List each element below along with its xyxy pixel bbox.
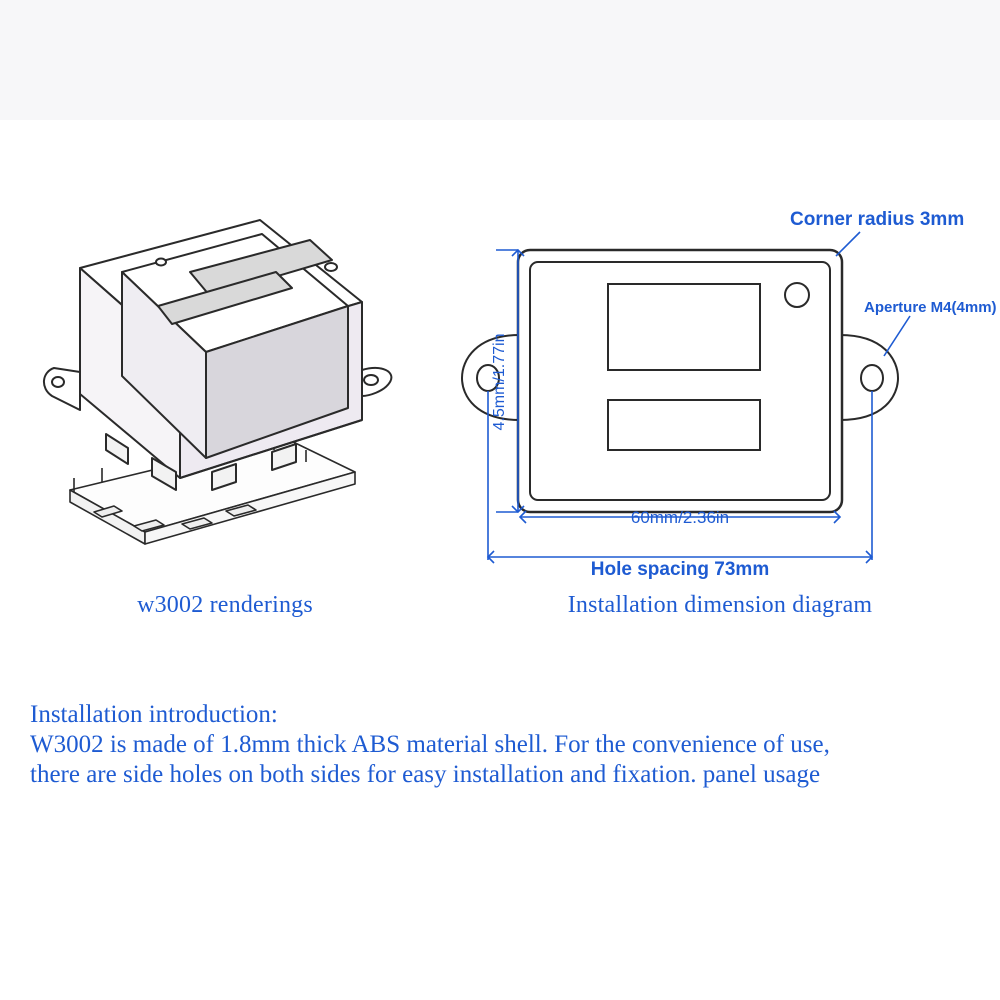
aperture-leader [884,316,910,356]
indicator-led [325,263,337,271]
rendering-caption: w3002 renderings [137,592,313,618]
top-background-band [0,0,1000,120]
display-window-main [608,284,760,370]
mounting-hole-right [861,365,883,391]
corner-radius-label: Corner radius 3mm [790,209,965,230]
rendering-figure [10,120,440,660]
mounting-hole-left [52,377,64,387]
installation-introduction [30,700,970,790]
housing-tab-a [106,434,128,464]
w3002-rendering-drawing [10,120,440,590]
mounting-hole-right [364,375,378,385]
corner-radius-leader [836,232,860,256]
intro-line-1: W3002 is made of 1.8mm thick ABS material shell. For the convenience of use, [30,731,830,758]
intro-line-2: there are side holes on both sides for easy installation and fixation. panel usage [30,761,821,788]
mounting-ear-left [44,368,80,410]
aperture-label: Aperture M4(4mm) [864,299,997,316]
intro-heading: Installation introduction: [30,701,278,728]
height-dimension-label: 4.5mm/1.77in [491,333,508,431]
width-dimension-label: 60mm/2.36in [630,508,730,527]
indicator-led [785,283,809,307]
installation-dimension-drawing [440,120,1000,590]
hole-spacing-label: Hole spacing 73mm [590,559,770,580]
indicator-dot [156,259,166,266]
dimension-figure [440,120,1000,660]
display-window-secondary [608,400,760,450]
dimension-caption: Installation dimension diagram [567,592,873,618]
figures-area [0,120,1000,680]
